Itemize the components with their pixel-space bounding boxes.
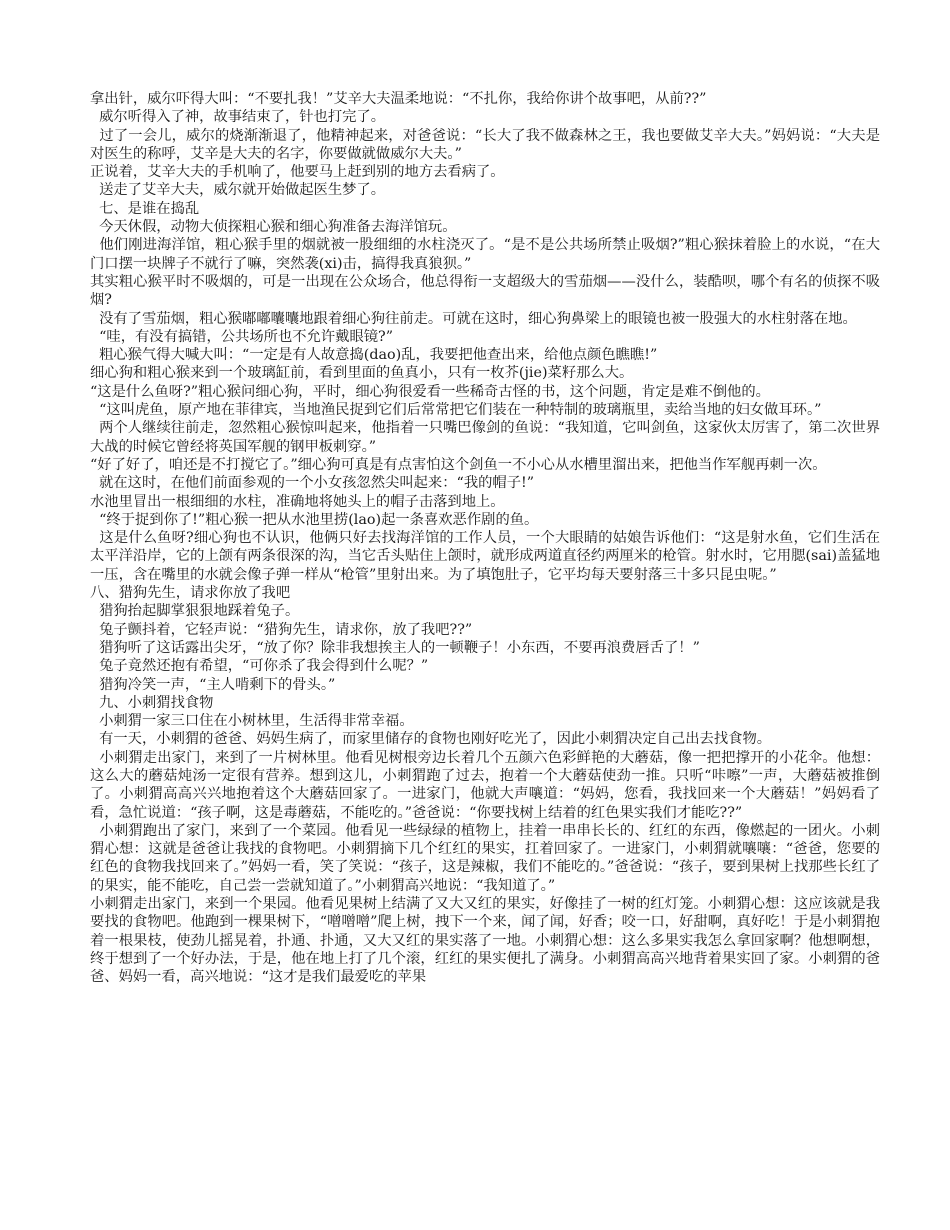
paragraph: 拿出针，威尔吓得大叫：“不要扎我！”艾辛大夫温柔地说：“不扎你，我给你讲个故事吧，从前??” [90,91,707,107]
paragraph: 细心狗和粗心猴来到一个玻璃缸前，看到里面的鱼真小，只有一枚芥(jie)菜籽那么大。 [90,365,634,382]
paragraph: 猎狗抬起脚掌狠狠地踩着兔子。 [90,603,300,620]
paragraph: 粗心猴气得大喊大叫：“一定是有人故意捣(dao)乱，我要把他查出来，给他点颜色瞧瞧!” [90,347,658,364]
paragraph: 就在这时，在他们前面参观的一个小女孩忽然尖叫起来：“我的帽子!” [90,475,535,492]
paragraph: 今天休假，动物大侦探粗心猴和细心狗准备去海洋馆玩。 [90,219,457,236]
paragraph: 猎狗听了这话露出尖牙，“放了你？除非我想挨主人的一顿鞭子！小东西，不要再浪费唇舌了！” [90,639,700,656]
paragraph: 这是什么鱼呀?细心狗也不认识，他俩只好去找海洋馆的工作人员，一个大眼睛的姑娘告诉他们：“这是射水鱼，它们生活在太平洋沿岸，它的上颌有两条很深的沟，当它舌头贴住上颌时，就形成两道直径约两厘米的枪管。射水时，它用腮(sai)盖猛地一压，含在嘴里的水就会像子弹一样从“枪管”里射出来。为了填饱肚子，它平均每天要射落三十多只昆虫呢。” [90,530,881,583]
document-body [90,90,880,987]
paragraph: 有一天，小刺猬的爸爸、妈妈生病了，而家里储存的食物也刚好吃光了，因此小刺猬决定自己出去找食物。 [90,731,772,748]
paragraph: 其实粗心猴平时不吸烟的，可是一出现在公众场合，他总得衔一支超级大的雪茄烟——没什么，装酷呗，哪个有名的侦探不吸烟? [90,273,880,309]
paragraph: 八、猎狗先生，请求你放了我吧 [90,585,291,602]
paragraph: 过了一会儿，威尔的烧渐渐退了，他精神起来，对爸爸说：“长大了我不做森林之王，我也要做艾辛大夫。”妈妈说：“大夫是对医生的称呼，艾辛是大夫的名字，你要做就做威尔大夫。” [90,127,880,162]
paragraph: 两个人继续往前走，忽然粗心猴惊叫起来，他指着一只嘴巴像剑的鱼说：“我知道，它叫剑鱼，这家伙太厉害了，第二次世界大战的时候它曾经将英国军舰的钢甲板刺穿。” [90,420,880,455]
paragraph: 猎狗冷笑一声，“主人啃剩下的骨头。” [90,676,336,693]
paragraph: 兔子竟然还抱有希望，“可你杀了我会得到什么呢？” [90,658,429,675]
paragraph: 他们刚进海洋馆，粗心猴手里的烟就被一股细细的水柱浇灭了。“是不是公共场所禁止吸烟?”粗心猴抹着脸上的水说，“在大门口摆一块牌子不就行了嘛，突然袭(xi)击，搞得我真狼狈。” [90,237,880,272]
paragraph: 兔子颤抖着，它轻声说：“猎狗先生，请求你，放了我吧??” [90,621,473,638]
paragraph: “好了好了，咱还是不打搅它了。”细心狗可真是有点害怕这个剑鱼一不小心从水槽里溜出来，把他当作军舰再刺一次。 [90,456,827,473]
paragraph: 没有了雪茄烟，粗心猴嘟嘟囔囔地跟着细心狗往前走。可就在这时，细心狗鼻梁上的眼镜也被一股强大的水柱射落在地。 [90,310,857,327]
paragraph: “终于捉到你了!”粗心猴一把从水池里捞(lao)起一条喜欢恶作剧的鱼。 [90,511,539,528]
paragraph: “这叫虎鱼，原产地在菲律宾，当地渔民捉到它们后常常把它们装在一种特制的玻璃瓶里，卖给当地的妇女做耳环。” [90,402,822,419]
paragraph: 小刺猬一家三口住在小树林里，生活得非常幸福。 [90,713,414,730]
paragraph: 威尔听得入了神，故事结束了，针也打完了。 [90,109,386,126]
paragraph: 七、是谁在捣乱 [90,200,200,217]
paragraph: “哇，有没有搞错，公共场所也不允许戴眼镜?” [90,328,394,345]
paragraph: “这是什么鱼呀?”粗心猴问细心狗，平时，细心狗很爱看一些稀奇古怪的书，这个问题，肯定是难不倒他的。 [90,383,770,400]
paragraph: 九、小刺猬找食物 [90,694,214,711]
paragraph: 水池里冒出一根细细的水柱，准确地将她头上的帽子击落到地上。 [90,493,505,510]
paragraph: 送走了艾辛大夫，威尔就开始做起医生梦了。 [90,182,386,199]
paragraph: 小刺猬跑出了家门，来到了一个菜园。他看见一些绿绿的植物上，挂着一串串长长的、红红的东西，像燃起的一团火。小刺猬心想：这就是爸爸让我找的食物吧。小刺猬摘下几个红红的果实，扛着回家了。一进家门，小刺猬就嚷嚷：“爸爸，您要的红色的食物我找回来了。”妈妈一看，笑了笑说：“孩子，这是辣椒，我们不能吃的。”爸爸说：“孩子，要到果树上找那些长红了的果实，能不能吃，自己尝一尝就知道了。”小刺猬高兴地说：“我知道了。” [90,822,880,894]
paragraph: 小刺猬走出家门，来到了一片树林里。他看见树根旁边长着几个五颜六色彩鲜艳的大蘑菇，像一把把撑开的小花伞。他想：这么大的蘑菇炖汤一定很有营养。想到这儿，小刺猬跑了过去，抱着一个大蘑菇使劲一推。只听“咔嚓”一声，大蘑菇被推倒了。小刺猬高高兴兴地抱着这个大蘑菇回家了。一进家门，他就大声嚷道：“妈妈，您看，我找回来一个大蘑菇！”妈妈看了看，急忙说道：“孩子啊，这是毒蘑菇，不能吃的。”爸爸说：“你要找树上结着的红色果实我们才能吃??” [90,749,880,821]
paragraph: 正说着，艾辛大夫的手机响了，他要马上赶到别的地方去看病了。 [90,164,505,181]
paragraph: 小刺猬走出家门，来到一个果园。他看见果树上结满了又大又红的果实，好像挂了一树的红灯笼。小刺猬心想：这应该就是我要找的食物吧。他跑到一棵果树下，“噌噌噌”爬上树，拽下一个来，闻了闻，好香；咬一口，好甜啊，真好吃！于是小刺猬抱着一根果枝，使劲儿摇晃着，扑通、扑通，又大又红的果实落了一地。小刺猬心想：这么多果实我怎么拿回家啊？他想啊想，终于想到了一个好办法，于是，他在地上打了几个滚，红红的果实便扎了满身。小刺猬高高兴地背着果实回了家。小刺猬的爸爸、妈妈一看，高兴地说：“这才是我们最爱吃的苹果 [90,896,880,986]
